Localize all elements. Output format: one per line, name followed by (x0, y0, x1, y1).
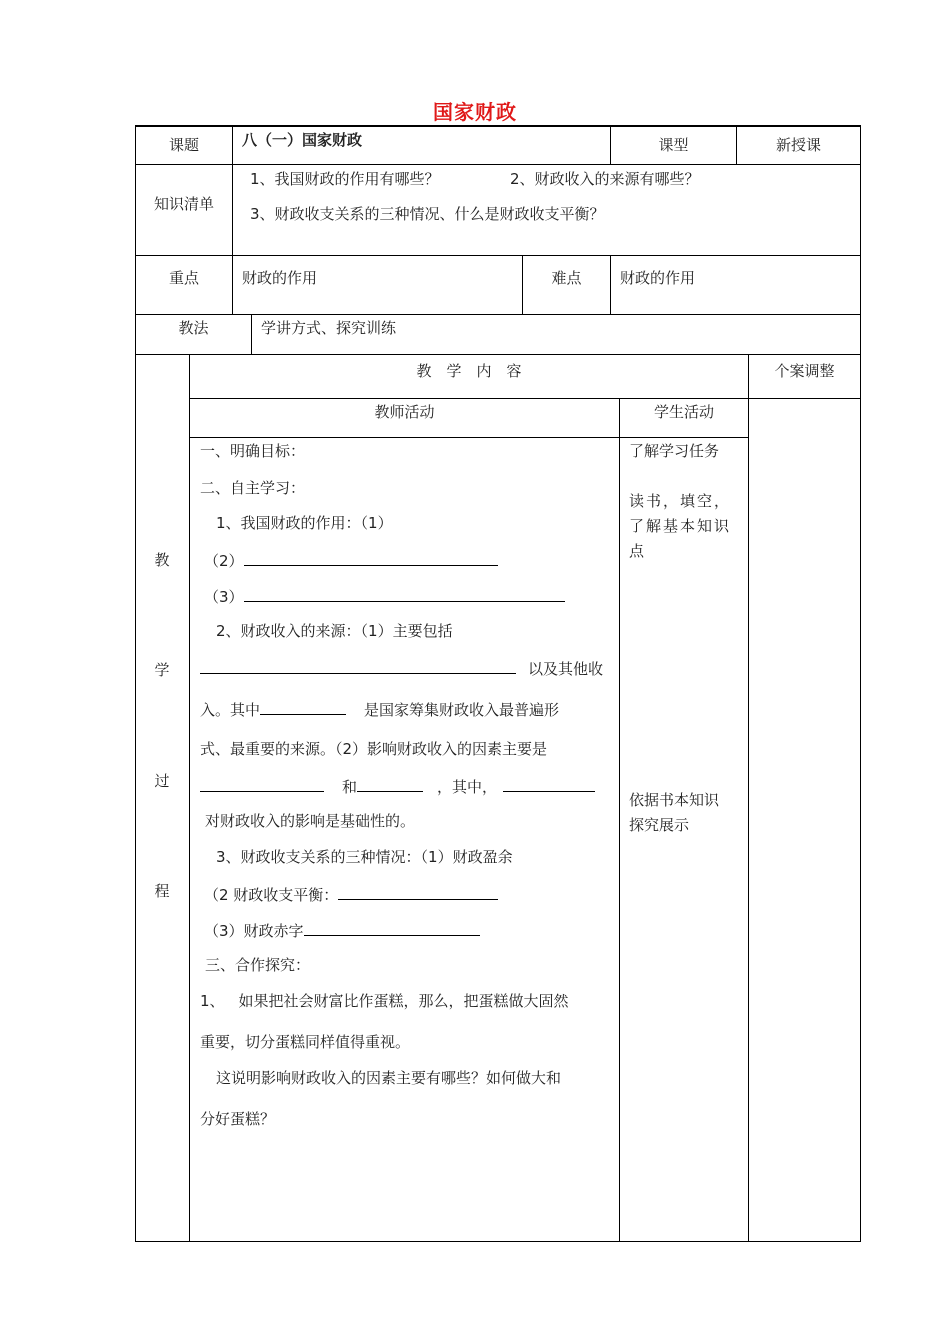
revenue-main-line (200, 698, 559, 720)
revenue-main-prefix: 入。其中 (200, 701, 261, 719)
topic-label: 课题 (168, 136, 199, 154)
process-label-char-2: 学 (154, 661, 170, 679)
page-title: 国家财政 (433, 100, 517, 124)
deficit-label: （3）财政赤字 (204, 922, 304, 940)
key-point-label: 重点 (168, 269, 199, 287)
type-label: 课型 (658, 136, 689, 154)
balance-line (204, 883, 498, 905)
revenue-source-tail: 以及其他收 (528, 660, 604, 678)
basic-factor-line: 对财政收入的影响是基础性的。 (205, 812, 416, 830)
revenue-factors-line: 式、最重要的来源。（2）影响财政收入的因素主要是 (200, 740, 548, 758)
process-label-char-3: 过 (154, 772, 170, 790)
fill-blank[interactable] (304, 919, 480, 936)
question-number: 1、 (200, 992, 225, 1010)
and-text: 和 (342, 778, 358, 796)
student-activity-2b: 了解基本知识 (629, 517, 732, 535)
cake-question-line-2: 重要，切分蛋糕同样值得重视。 (200, 1033, 411, 1051)
student-activity-3a: 依据书本知识 (629, 791, 720, 809)
fill-blank[interactable] (357, 775, 423, 792)
balance-label: （2 财政收支平衡： (204, 886, 339, 904)
cake-question-line-1 (200, 991, 569, 1011)
fill-blank[interactable] (244, 585, 565, 602)
difficult-point-value: 财政的作用 (620, 269, 696, 287)
revenue-factors-blanks (200, 775, 595, 797)
item-2-label: （2） (204, 552, 244, 570)
cake-question-line-3: 这说明影响财政收入的因素主要有哪些？如何做大和 (216, 1069, 562, 1087)
goal-heading: 一、明确目标： (200, 442, 306, 460)
self-study-heading: 二、自主学习： (200, 479, 306, 497)
fill-blank[interactable] (244, 549, 498, 566)
adjust-header: 个案调整 (774, 362, 835, 380)
knowledge-label: 知识清单 (153, 195, 214, 213)
content-header: 教 学 内 容 (416, 362, 522, 380)
finance-role-item-2 (204, 549, 498, 571)
fill-blank[interactable] (338, 883, 498, 900)
method-value: 学讲方式、探究训练 (261, 319, 397, 337)
student-activity-header: 学生活动 (653, 403, 714, 421)
revenue-source-line (200, 657, 603, 679)
fill-blank[interactable] (200, 657, 516, 674)
item-3-label: （3） (204, 588, 244, 606)
type-value: 新授课 (775, 136, 821, 154)
balance-cases-line: 3、财政收支关系的三种情况：（1）财政盈余 (216, 848, 513, 866)
process-label-char-4: 程 (154, 882, 170, 900)
difficult-point-label: 难点 (551, 269, 582, 287)
deficit-line (204, 919, 480, 941)
process-label-char-1: 教 (154, 551, 170, 569)
cooperation-heading: 三、合作探究： (205, 956, 311, 974)
student-activity-3b: 探究展示 (629, 816, 690, 834)
knowledge-question-3: 3、财政收支关系的三种情况、什么是财政收支平衡？ (250, 205, 605, 223)
revenue-source-item: 2、财政收入的来源：（1）主要包括 (216, 622, 453, 640)
knowledge-question-1: 1、我国财政的作用有哪些？ (250, 170, 440, 188)
revenue-main-suffix: 是国家筹集财政收入最普遍形 (364, 701, 560, 719)
cake-question-line-4: 分好蛋糕？ (200, 1110, 276, 1128)
student-activity-1: 了解学习任务 (629, 442, 720, 460)
finance-role-item: 1、我国财政的作用：（1） (216, 514, 393, 532)
topic-value: 八（一）国家财政 (242, 131, 363, 149)
fill-blank[interactable] (503, 775, 595, 792)
finance-role-item-3 (204, 585, 565, 607)
among-text: ，其中， (437, 778, 498, 796)
question-text: 如果把社会财富比作蛋糕，那么，把蛋糕做大固然 (238, 992, 569, 1010)
fill-blank[interactable] (260, 698, 346, 715)
knowledge-question-2: 2、财政收入的来源有哪些？ (510, 170, 700, 188)
method-label: 教法 (178, 319, 209, 337)
student-activity-2c: 点 (629, 542, 645, 560)
student-activity-2a: 读书，填空， (629, 492, 732, 510)
key-point-value: 财政的作用 (242, 269, 318, 287)
teacher-activity-header: 教师活动 (374, 403, 435, 421)
fill-blank[interactable] (200, 775, 324, 792)
